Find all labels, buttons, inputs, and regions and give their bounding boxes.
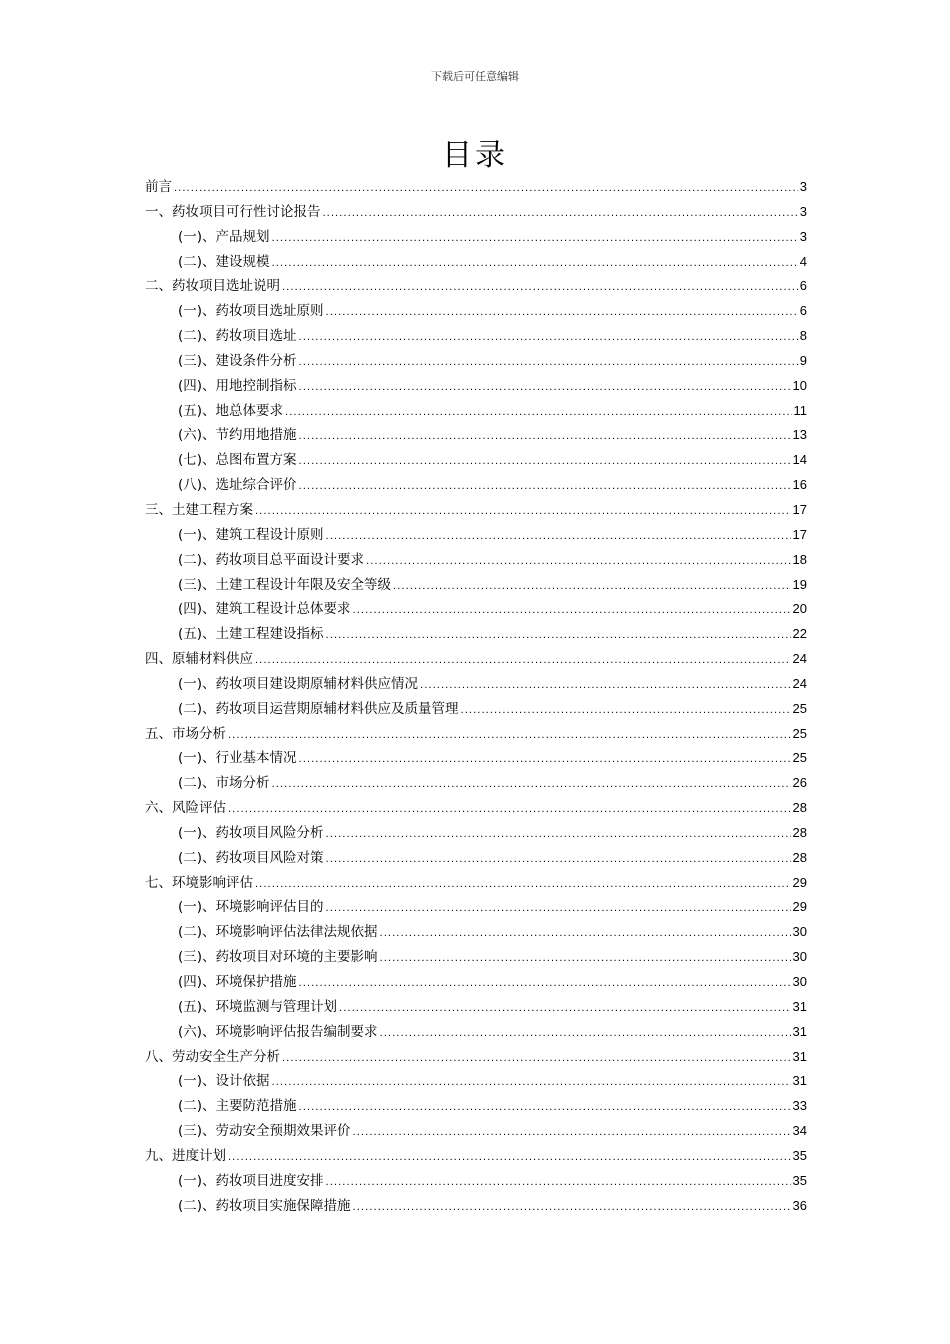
toc-entry-page: 34: [792, 1123, 807, 1139]
toc-dot-leader: [299, 382, 791, 393]
toc-entry-title: 五、市场分析: [145, 725, 226, 742]
toc-entry[interactable]: [145, 672, 807, 697]
toc-entry[interactable]: [145, 200, 807, 225]
toc-entry[interactable]: [145, 697, 807, 722]
toc-dot-leader: [299, 431, 791, 442]
toc-entry[interactable]: [145, 846, 807, 871]
toc-entry[interactable]: [145, 274, 807, 299]
toc-entry-page: 22: [792, 626, 807, 642]
toc-dot-leader: [353, 1202, 791, 1213]
toc-dot-leader: [282, 282, 798, 293]
toc-entry-title: (六)、节约用地措施: [178, 427, 297, 444]
toc-entry-page: 25: [792, 725, 807, 741]
toc-entry[interactable]: [145, 945, 807, 970]
toc-entry[interactable]: [145, 423, 807, 448]
toc-dot-leader: [272, 779, 791, 790]
toc-entry-page: 3: [799, 203, 807, 219]
toc-entry-page: 26: [792, 775, 807, 791]
toc-entry-title: (二)、药妆项目实施保障措施: [178, 1197, 351, 1214]
toc-entry-page: 10: [792, 377, 807, 393]
toc-entry-title: (二)、药妆项目总平面设计要求: [178, 551, 365, 568]
toc-entry-page: 30: [792, 974, 807, 989]
toc-entry-title: (五)、土建工程建设指标: [178, 626, 324, 643]
toc-entry-page: 33: [792, 1098, 807, 1114]
toc-entry-title: (二)、主要防范措施: [178, 1098, 297, 1115]
toc-dot-leader: [272, 233, 798, 244]
toc-entry-title: (二)、建设规模: [178, 253, 270, 270]
toc-entry-page: 3: [799, 228, 807, 244]
toc-dot-leader: [420, 680, 790, 691]
toc-entry-page: 14: [792, 452, 807, 468]
toc-entry-title: (三)、土建工程设计年限及安全等级: [178, 576, 392, 593]
toc-dot-leader: [326, 630, 791, 641]
toc-dot-leader: [299, 1102, 791, 1113]
toc-entry-title: (一)、环境影响评估目的: [178, 899, 324, 916]
toc-entry-title: (五)、环境监测与管理计划: [178, 998, 338, 1015]
toc-dot-leader: [228, 730, 791, 741]
toc-entry[interactable]: [145, 1119, 807, 1144]
toc-entry[interactable]: [145, 821, 807, 846]
toc-entry[interactable]: [145, 622, 807, 647]
toc-entry-page: 24: [792, 651, 807, 667]
toc-entry[interactable]: [145, 1194, 807, 1219]
toc-entry[interactable]: [145, 871, 807, 896]
toc-entry-title: (七)、总图布置方案: [178, 452, 297, 469]
toc-dot-leader: [255, 879, 791, 890]
toc-entry-page: 29: [792, 899, 807, 915]
toc-entry-page: 35: [792, 1172, 807, 1188]
toc-entry-title: (二)、药妆项目风险对策: [178, 849, 324, 866]
toc-entry-page: 35: [792, 1147, 807, 1163]
toc-entry-title: (一)、药妆项目建设期原辅材料供应情况: [178, 675, 419, 692]
toc-entry-title: (二)、药妆项目选址: [178, 328, 297, 345]
table-of-contents: [145, 175, 807, 1218]
page-title: 目录: [442, 138, 508, 173]
toc-entry[interactable]: [145, 399, 807, 424]
toc-dot-leader: [326, 531, 791, 542]
toc-dot-leader: [299, 481, 791, 492]
toc-entry-title: (四)、建筑工程设计总体要求: [178, 601, 351, 618]
toc-entry[interactable]: [145, 523, 807, 548]
toc-entry-title: 三、土建工程方案: [145, 501, 253, 518]
toc-dot-leader: [366, 556, 790, 567]
toc-dot-leader: [228, 1152, 791, 1163]
toc-entry-title: (三)、建设条件分析: [178, 352, 297, 369]
toc-entry-page: 4: [799, 253, 807, 269]
toc-dot-leader: [174, 183, 798, 194]
toc-entry-title: (三)、药妆项目对环境的主要影响: [178, 949, 378, 966]
toc-entry-page: 25: [792, 750, 807, 766]
toc-entry-page: 8: [799, 328, 807, 344]
toc-entry-title: (一)、行业基本情况: [178, 750, 297, 767]
toc-dot-leader: [272, 1077, 791, 1088]
toc-entry[interactable]: [145, 573, 807, 598]
toc-dot-leader: [380, 1028, 791, 1039]
toc-entry-title: 前言: [145, 179, 172, 195]
toc-entry[interactable]: [145, 722, 807, 747]
toc-entry[interactable]: [145, 225, 807, 250]
toc-entry[interactable]: [145, 1045, 807, 1070]
toc-entry[interactable]: [145, 1169, 807, 1194]
toc-entry-page: 9: [799, 352, 807, 368]
toc-dot-leader: [228, 804, 791, 815]
toc-entry-page: 13: [792, 427, 807, 443]
toc-entry-page: 11: [793, 402, 807, 418]
toc-dot-leader: [353, 605, 791, 616]
toc-entry[interactable]: [145, 548, 807, 573]
toc-entry-title: 六、风险评估: [145, 800, 226, 817]
toc-entry-page: 31: [792, 998, 807, 1014]
toc-dot-leader: [299, 754, 791, 765]
toc-entry[interactable]: [145, 970, 807, 995]
toc-entry-title: (二)、市场分析: [178, 775, 270, 792]
toc-dot-leader: [285, 407, 791, 418]
toc-dot-leader: [339, 1003, 790, 1014]
toc-dot-leader: [255, 506, 791, 517]
toc-dot-leader: [282, 1053, 791, 1064]
toc-entry[interactable]: [145, 746, 807, 771]
toc-entry[interactable]: [145, 349, 807, 374]
toc-dot-leader: [326, 903, 791, 914]
toc-entry-page: 25: [792, 700, 807, 716]
toc-entry-title: 七、环境影响评估: [145, 874, 253, 891]
toc-dot-leader: [353, 1127, 791, 1138]
toc-entry-title: (四)、用地控制指标: [178, 377, 297, 394]
toc-entry-page: 28: [792, 824, 807, 840]
toc-dot-leader: [299, 456, 791, 467]
toc-entry[interactable]: [145, 597, 807, 622]
toc-dot-leader: [299, 978, 791, 989]
toc-entry-page: 17: [792, 501, 807, 517]
toc-entry-title: 八、劳动安全生产分析: [145, 1048, 280, 1065]
toc-entry-title: 二、药妆项目选址说明: [145, 278, 280, 295]
toc-entry[interactable]: [145, 796, 807, 821]
toc-entry-title: (一)、建筑工程设计原则: [178, 526, 324, 543]
toc-entry[interactable]: [145, 473, 807, 498]
toc-entry-page: 6: [799, 303, 807, 319]
toc-entry-title: (四)、环境保护措施: [178, 974, 297, 990]
toc-entry[interactable]: [145, 374, 807, 399]
toc-entry-page: 31: [792, 1023, 807, 1039]
toc-dot-leader: [326, 1177, 791, 1188]
toc-entry-title: (八)、选址综合评价: [178, 477, 297, 494]
toc-entry-title: (二)、环境影响评估法律法规依据: [178, 924, 378, 941]
toc-entry-title: 一、药妆项目可行性讨论报告: [145, 203, 321, 220]
toc-dot-leader: [255, 655, 791, 666]
header-note: 下载后可任意编辑: [431, 70, 519, 83]
toc-entry-page: 24: [792, 675, 807, 691]
toc-entry-title: (五)、地总体要求: [178, 402, 284, 419]
toc-entry[interactable]: [145, 1020, 807, 1045]
toc-entry[interactable]: [145, 448, 807, 473]
toc-dot-leader: [323, 208, 798, 219]
toc-entry-page: 36: [792, 1197, 807, 1213]
toc-entry[interactable]: [145, 498, 807, 523]
toc-dot-leader: [299, 332, 798, 343]
toc-entry[interactable]: [145, 1069, 807, 1094]
toc-entry[interactable]: [145, 175, 807, 200]
toc-dot-leader: [461, 705, 791, 716]
toc-dot-leader: [380, 953, 791, 964]
toc-entry[interactable]: [145, 920, 807, 945]
toc-entry-title: (一)、设计依据: [178, 1073, 270, 1090]
toc-entry-page: 17: [792, 526, 807, 542]
toc-entry-page: 30: [792, 949, 807, 965]
toc-dot-leader: [299, 357, 798, 368]
toc-entry[interactable]: [145, 995, 807, 1020]
toc-entry-title: (一)、产品规划: [178, 228, 270, 245]
toc-entry[interactable]: [145, 250, 807, 275]
toc-entry-page: 20: [792, 601, 807, 617]
toc-entry[interactable]: [145, 1144, 807, 1169]
toc-entry-title: (一)、药妆项目风险分析: [178, 824, 324, 841]
toc-dot-leader: [326, 307, 798, 318]
toc-entry-page: 6: [799, 278, 807, 294]
toc-entry-page: 18: [792, 551, 807, 567]
toc-entry-page: 30: [792, 924, 807, 940]
toc-entry-title: 九、进度计划: [145, 1147, 226, 1164]
toc-dot-leader: [380, 928, 791, 939]
toc-dot-leader: [326, 829, 791, 840]
toc-entry-title: (六)、环境影响评估报告编制要求: [178, 1023, 378, 1040]
toc-entry[interactable]: [145, 299, 807, 324]
toc-dot-leader: [393, 581, 790, 592]
toc-entry-title: (一)、药妆项目进度安排: [178, 1172, 324, 1189]
toc-entry[interactable]: [145, 895, 807, 920]
toc-entry-page: 31: [792, 1073, 807, 1089]
toc-entry-page: 16: [792, 477, 807, 493]
toc-entry-page: 29: [792, 874, 807, 890]
toc-entry-page: 28: [792, 800, 807, 816]
toc-entry[interactable]: [145, 1094, 807, 1119]
toc-entry-page: 31: [792, 1048, 807, 1064]
toc-entry-title: (三)、劳动安全预期效果评价: [178, 1123, 351, 1140]
toc-entry-title: 四、原辅材料供应: [145, 651, 253, 668]
toc-entry[interactable]: [145, 647, 807, 672]
toc-entry-page: 3: [799, 179, 807, 194]
toc-entry-page: 19: [792, 576, 807, 592]
toc-entry-title: (二)、药妆项目运营期原辅材料供应及质量管理: [178, 700, 459, 717]
toc-entry[interactable]: [145, 324, 807, 349]
toc-entry-title: (一)、药妆项目选址原则: [178, 303, 324, 320]
toc-dot-leader: [326, 854, 791, 865]
toc-dot-leader: [272, 258, 798, 269]
toc-entry[interactable]: [145, 771, 807, 796]
toc-entry-page: 28: [792, 849, 807, 865]
